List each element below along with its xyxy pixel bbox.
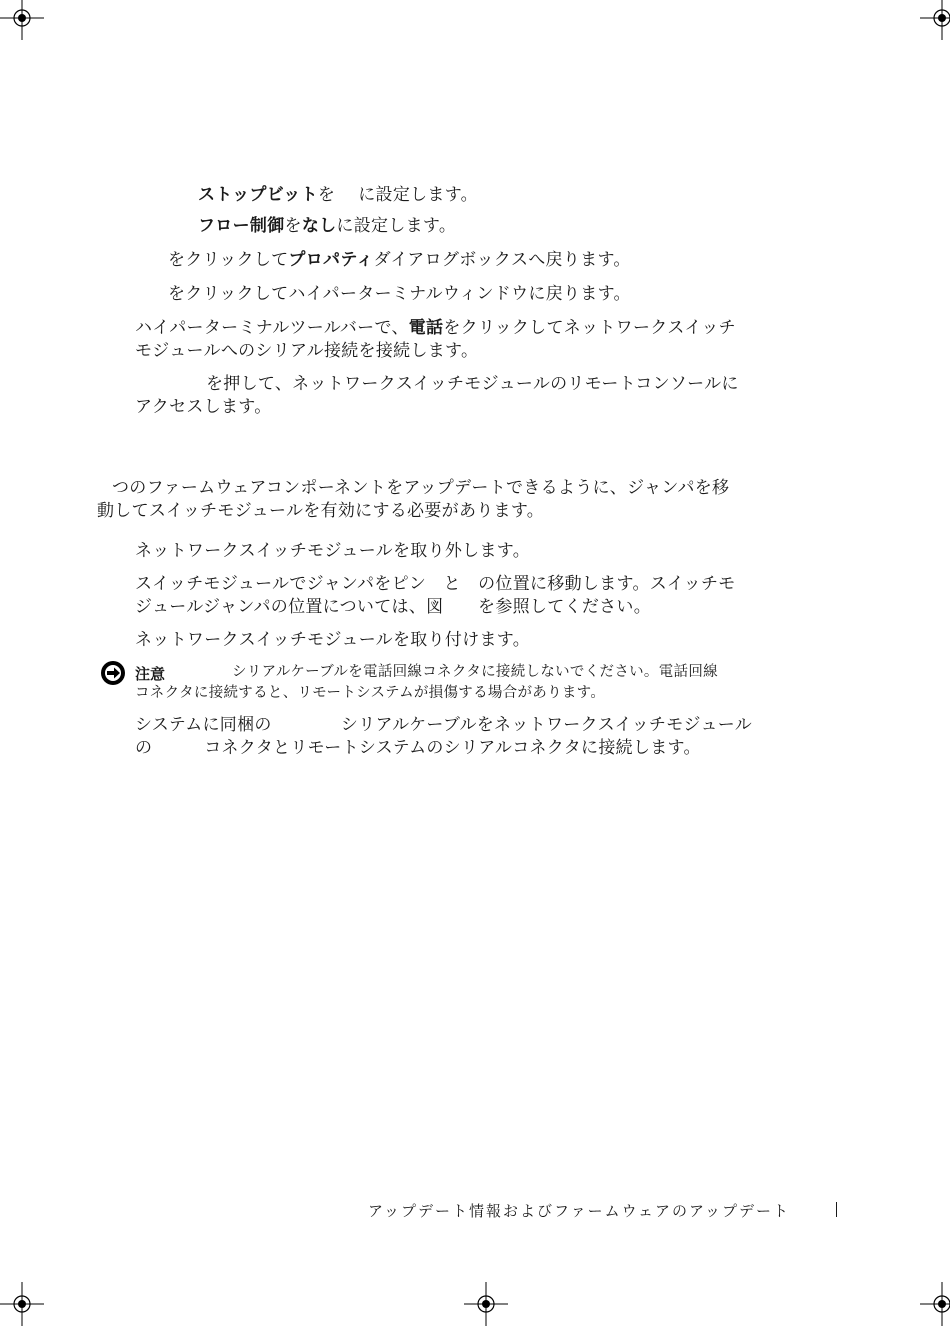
step-press-line2: アクセスします。 <box>135 397 272 417</box>
call-term: 電話 <box>408 318 444 338</box>
properties-pre: をクリックして <box>168 250 289 270</box>
section-step1: ネットワークスイッチモジュールを取り外します。 <box>135 541 531 561</box>
section-intro: つのファームウェアコンポーネントをアップデートできるように、ジャンパを移 <box>112 478 730 498</box>
notice-text-line2: コネクタに接続すると、リモートシステムが損傷する場合があります。 <box>135 685 606 701</box>
flow-control-mid: を <box>284 216 302 236</box>
step4-text-line2: の コネクタとリモートシステムのシリアルコネクタに接続します。 <box>135 738 701 758</box>
step-stop-bits <box>198 184 478 206</box>
registration-mark-icon <box>464 1282 508 1326</box>
call-pre: ハイパーターミナルツールバーで、 <box>135 318 409 338</box>
flow-control-text: に設定します。 <box>336 216 457 236</box>
step-return: をクリックしてハイパーターミナルウィンドウに戻ります。 <box>168 284 631 304</box>
step-call-line2: モジュールへのシリアル接続を接続します。 <box>135 341 479 361</box>
registration-mark-icon <box>920 1282 950 1326</box>
registration-mark-icon <box>920 0 950 40</box>
step-flow-control <box>198 215 456 237</box>
stop-bits-term: ストップビット <box>198 185 318 205</box>
step4-text: システムに同梱の シリアルケーブルをネットワークスイッチモジュール <box>135 715 753 735</box>
properties-term: プロパティ <box>288 250 374 270</box>
section-intro-line2: 動してスイッチモジュールを有効にする必要があります。 <box>97 501 545 521</box>
section-step3: ネットワークスイッチモジュールを取り付けます。 <box>135 630 531 650</box>
call-post: をクリックしてネットワークスイッチ <box>443 318 736 338</box>
step-call <box>135 317 736 339</box>
flow-control-value: なし <box>301 216 337 236</box>
section-step2-line2: ジュールジャンパの位置については、図 を参照してください。 <box>135 597 652 617</box>
notice-text: シリアルケーブルを電話回線コネクタに接続しないでください。電話回線 <box>232 664 718 680</box>
page-footer: アップデート情報およびファームウェアのアップデート <box>368 1202 791 1220</box>
flow-control-term: フロー制御 <box>198 216 285 236</box>
step-press: を押して、ネットワークスイッチモジュールのリモートコンソールに <box>206 374 739 394</box>
stop-bits-text: を に設定します。 <box>317 185 478 205</box>
registration-mark-icon <box>0 0 44 40</box>
registration-mark-icon <box>0 1282 44 1326</box>
properties-post: ダイアログボックスへ戻ります。 <box>373 250 631 270</box>
section-step2: スイッチモジュールでジャンパをピン と の位置に移動します。スイッチモ <box>135 574 736 594</box>
step-properties <box>168 249 631 271</box>
notice-label: 注意 <box>135 665 166 683</box>
footer-divider <box>836 1202 837 1217</box>
notice-icon <box>100 660 126 686</box>
